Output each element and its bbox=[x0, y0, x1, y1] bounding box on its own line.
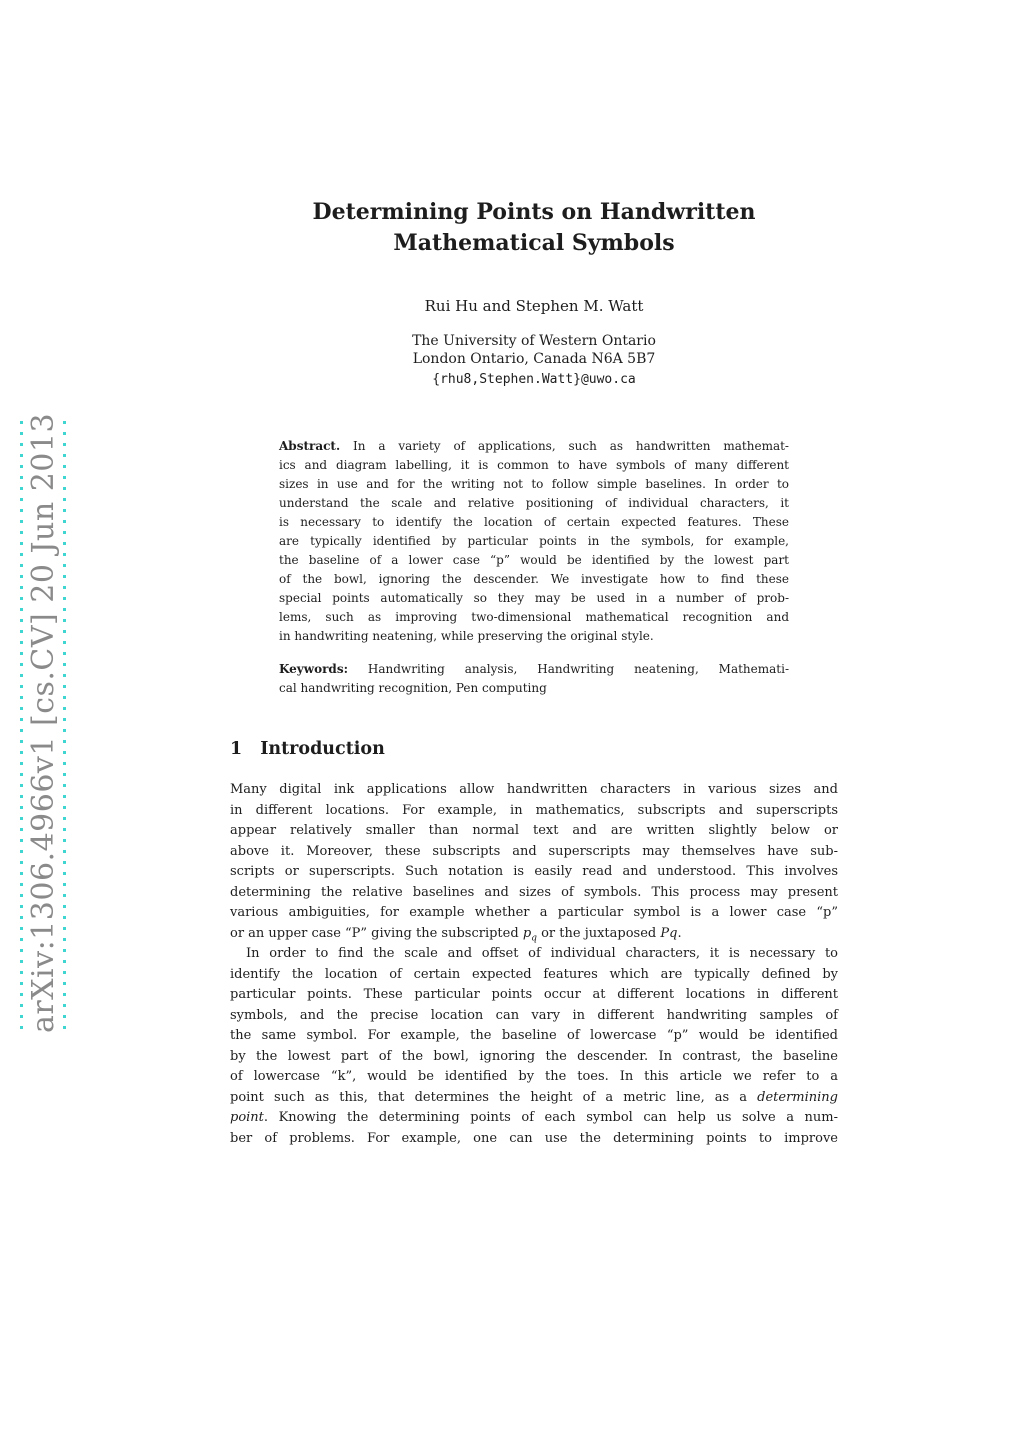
paragraph-1-last-line-mid: or the juxtaposed bbox=[536, 925, 661, 941]
stamp-dotted-line-left bbox=[20, 417, 23, 1029]
text-line: are typically identified by particular points in the symbols, for example, bbox=[279, 534, 789, 548]
arxiv-stamp bbox=[20, 412, 66, 1034]
arxiv-identifier: arXiv:1306.4966v1 [cs.CV] 20 Jun 2013 bbox=[25, 412, 61, 1034]
text-line: of the bowl, ignoring the descender. We investigate how to find these bbox=[279, 572, 789, 586]
text-line: Many digital ink applications allow handwritten characters in various sizes and bbox=[230, 782, 838, 797]
text-line: scripts or superscripts. Such notation is easily read and understood. This involves bbox=[230, 864, 838, 879]
math-p-base: p bbox=[522, 925, 532, 941]
text-line: by the lowest part of the bowl, ignoring the descender. In contrast, the baseline bbox=[230, 1048, 838, 1064]
stamp-dotted-line-right bbox=[63, 417, 66, 1029]
math-p-subscript-q: q bbox=[531, 933, 537, 944]
abstract-first-line bbox=[279, 437, 789, 456]
text-line: of lowercase “k”, would be identified by the toes. In this article we refer to a bbox=[230, 1069, 838, 1084]
paragraph-1-last-line bbox=[230, 924, 838, 945]
text-line: in different locations. For example, in mathematics, subscripts and superscripts bbox=[230, 802, 838, 818]
intro-paragraph-1 bbox=[230, 780, 838, 944]
paragraph-2-line-8 bbox=[230, 1088, 838, 1109]
abstract-body-lines bbox=[279, 456, 789, 627]
text-line: understand the scale and relative positioning of individual characters, it bbox=[279, 496, 789, 510]
abstract-section bbox=[279, 437, 789, 646]
paragraph-2-line-9 bbox=[230, 1108, 838, 1129]
keywords-section bbox=[279, 660, 789, 698]
text-line: symbols, and the precise location can vary in different handwriting samples of bbox=[230, 1007, 838, 1023]
section-number: 1 bbox=[230, 739, 243, 759]
text-line: lems, such as improving two-dimensional mathematical recognition and bbox=[279, 610, 789, 624]
text-line: appear relatively smaller than normal text and are written slightly below or bbox=[230, 823, 838, 838]
section-title: Introduction bbox=[260, 739, 385, 759]
text-line: special points automatically so they may be used in a number of prob- bbox=[279, 591, 789, 605]
text-line: identify the location of certain expected features which are typically defined by bbox=[230, 966, 838, 982]
paragraph-1-last-line-end: . bbox=[677, 925, 682, 941]
paragraph-2-line-10: ber of problems. For example, one can use the determining points to improve bbox=[230, 1130, 838, 1146]
paragraph-2-line-9-text: . Knowing the determining points of each symbol can help us solve a num- bbox=[263, 1110, 838, 1125]
text-line: the same symbol. For example, the baseline of lowercase “p” would be identified bbox=[230, 1028, 838, 1043]
text-line: above it. Moreover, these subscripts and superscripts may themselves have sub- bbox=[230, 843, 838, 859]
text-line: particular points. These particular points occur at different locations in different bbox=[230, 987, 838, 1002]
math-Pq: Pq bbox=[660, 925, 678, 941]
intro-paragraph-2 bbox=[230, 944, 838, 1149]
paragraph-1-lines bbox=[230, 780, 838, 924]
affiliation-line-1: The University of Western Ontario bbox=[412, 333, 656, 349]
introduction-text bbox=[230, 780, 838, 1149]
text-line: determining the relative baselines and sizes of symbols. This process may present bbox=[230, 884, 838, 900]
paper-content-column bbox=[230, 197, 838, 1149]
paragraph-1-last-line-text: or an upper case “P” giving the subscripted bbox=[230, 925, 523, 941]
paper-title bbox=[230, 197, 838, 259]
keywords-label: Keywords: bbox=[279, 662, 349, 676]
text-line: the baseline of a lower case “p” would be identified by the lowest part bbox=[279, 553, 789, 567]
paragraph-2-lines bbox=[230, 965, 838, 1088]
emphasis-determining: determining bbox=[757, 1089, 838, 1105]
keywords-first-line bbox=[279, 660, 789, 679]
text-line: various ambiguities, for example whether a particular symbol is a lower case “p” bbox=[230, 905, 838, 920]
section-heading-introduction bbox=[230, 737, 838, 761]
emphasis-point: point bbox=[230, 1110, 264, 1125]
authors-line: Rui Hu and Stephen M. Watt bbox=[424, 297, 644, 315]
text-line: ics and diagram labelling, it is common to have symbols of many different bbox=[279, 458, 789, 472]
paper-title-line-1: Determining Points on Handwritten bbox=[312, 199, 756, 225]
email-address: {rhu8,Stephen.Watt}@uwo.ca bbox=[432, 372, 636, 387]
paragraph-2-first-line: In order to find the scale and offset of individual characters, it is necessary to bbox=[246, 946, 838, 961]
abstract-last-line: in handwriting neatening, while preserving the original style. bbox=[279, 629, 654, 643]
affiliation-block bbox=[230, 332, 838, 368]
abstract-first-line-text: In a variety of applications, such as handwritten mathemat- bbox=[353, 439, 789, 453]
text-line: sizes in use and for the writing not to follow simple baselines. In order to bbox=[279, 477, 789, 491]
keywords-last-line: cal handwriting recognition, Pen computing bbox=[279, 681, 547, 695]
affiliation-line-2: London Ontario, Canada N6A 5B7 bbox=[412, 351, 656, 367]
paper-title-line-2: Mathematical Symbols bbox=[393, 230, 675, 256]
abstract-label: Abstract. bbox=[279, 439, 341, 453]
keywords-first-line-text: Handwriting analysis, Handwriting neatening, Mathemati- bbox=[367, 662, 789, 676]
paragraph-2-line-8-text: point such as this, that determines the height of a metric line, as a bbox=[230, 1089, 758, 1105]
text-line: is necessary to identify the location of certain expected features. These bbox=[279, 515, 789, 529]
